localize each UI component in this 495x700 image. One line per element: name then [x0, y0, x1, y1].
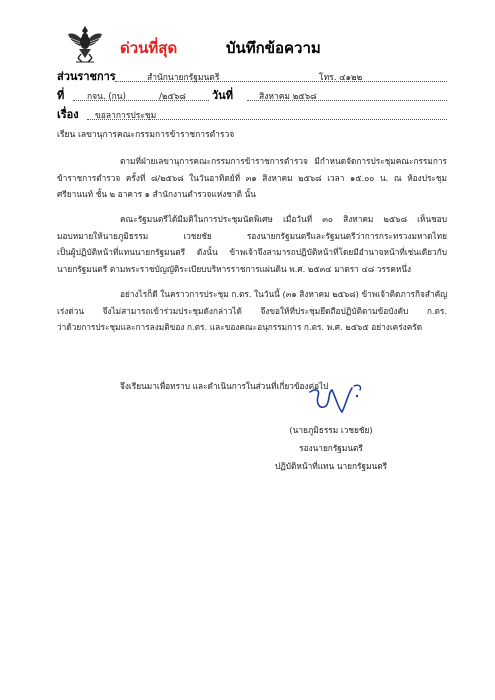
subject-row — [57, 108, 447, 122]
paragraph-cabinet-resolution — [57, 211, 447, 277]
paragraph-line: ข้าราชการตำรวจ ครั้งที่ ๘/๒๕๖๘ ในวันอาทิตย์ที่ ๓๑ สิงหาคม ๒๕๖๘ เวลา ๑๕.๐๐ น. ณ ห้องประชุม — [57, 172, 447, 183]
document-title: บันทึกข้อความ — [226, 39, 321, 57]
signatory-position: รองนายกรัฐมนตรี — [299, 443, 363, 453]
paragraph-line: อย่างไรก็ดี ในคราวการประชุม ก.ตร. ในวันนี้ (๓๑ สิงหาคม ๒๕๖๘) ข้าพเจ้าติดภารกิจสำคัญ — [120, 289, 447, 299]
subject-value: ขอลาการประชุม — [95, 111, 157, 121]
date-value: สิงหาคม ๒๕๖๘ — [259, 92, 317, 102]
salutation: เรียน เลขานุการคณะกรรมการข้าราชการตำรวจ — [57, 130, 235, 140]
paragraph-background — [57, 153, 447, 203]
paragraph-line: เร่งด่วน จึงไม่สามารถเข้าร่วมประชุมดังกล่าวได้ จึงขอให้ที่ประชุมยึดถือปฏิบัติตามข้อบังคับ ก.ตร. — [57, 305, 447, 316]
date-label: วันที่ — [212, 89, 233, 102]
subject-label: เรื่อง — [57, 108, 79, 121]
garuda-emblem-icon — [66, 24, 104, 64]
paragraph-line: คณะรัฐมนตรีได้มีมติในการประชุมนัดพิเศษ เมื่อวันที่ ๓๐ สิงหาคม ๒๕๖๘ เห็นชอบ — [120, 214, 447, 224]
paragraph-absence-request — [57, 286, 447, 336]
telephone-value: โทร. ๔๑๒๒ — [319, 73, 363, 83]
reference-label: ที่ — [57, 89, 65, 102]
paragraph-line: ศรียานนท์ ชั้น ๒ อาคาร ๑ สำนักงานตำรวจแห่งชาติ นั้น — [57, 189, 256, 199]
signatory-name: (นายภูมิธรรม เวชยชัย) — [289, 425, 373, 435]
paragraph-line: ว่าด้วยการประชุมและการลงมติของ ก.ตร. และของคณะอนุกรรมการ ก.ตร. พ.ศ. ๒๕๖๕ อย่างเคร่งครัด — [57, 322, 423, 332]
paragraph-line: ตามที่ฝ่ายเลขานุการคณะกรรมการข้าราชการตำรวจ มีกำหนดจัดการประชุมคณะกรรมการ — [120, 156, 447, 166]
department-label: ส่วนราชการ — [57, 70, 116, 83]
department-row — [57, 70, 447, 84]
paragraph-line: เป็นผู้ปฏิบัติหน้าที่แทนนายกรัฐมนตรี ดังนั้น ข้าพเจ้าจึงสามารถปฏิบัติหน้าที่โดยมีอำนาจหน้าที่เช่นเดียวกับ — [57, 247, 447, 257]
reference-value: กจน. (กน) — [87, 92, 126, 102]
paragraph-line: มอบหมายให้นายภูมิธรรม เวชยชัย รองนายกรัฐมนตรีและรัฐมนตรีว่าการกระทรวงมหาดไทย — [57, 230, 447, 241]
handwritten-signature — [306, 378, 366, 418]
reference-row — [57, 89, 447, 103]
closing-sentence: จึงเรียนมาเพื่อทราบ และดำเนินการในส่วนที่เกี่ยวข้องต่อไป — [120, 381, 329, 391]
signatory-acting-role: ปฏิบัติหน้าที่แทน นายกรัฐมนตรี — [274, 461, 388, 471]
department-value: สำนักนายกรัฐมนตรี — [147, 73, 220, 83]
urgency-stamp: ด่วนที่สุด — [120, 39, 178, 57]
paragraph-line: นายกรัฐมนตรี ตามพระราชบัญญัติระเบียบบริหารราชการแผ่นดิน พ.ศ. ๒๕๓๔ มาตรา ๔๘ วรรคหนึ่ง — [57, 263, 412, 274]
reference-number: /๒๕๖๘ — [159, 92, 186, 102]
